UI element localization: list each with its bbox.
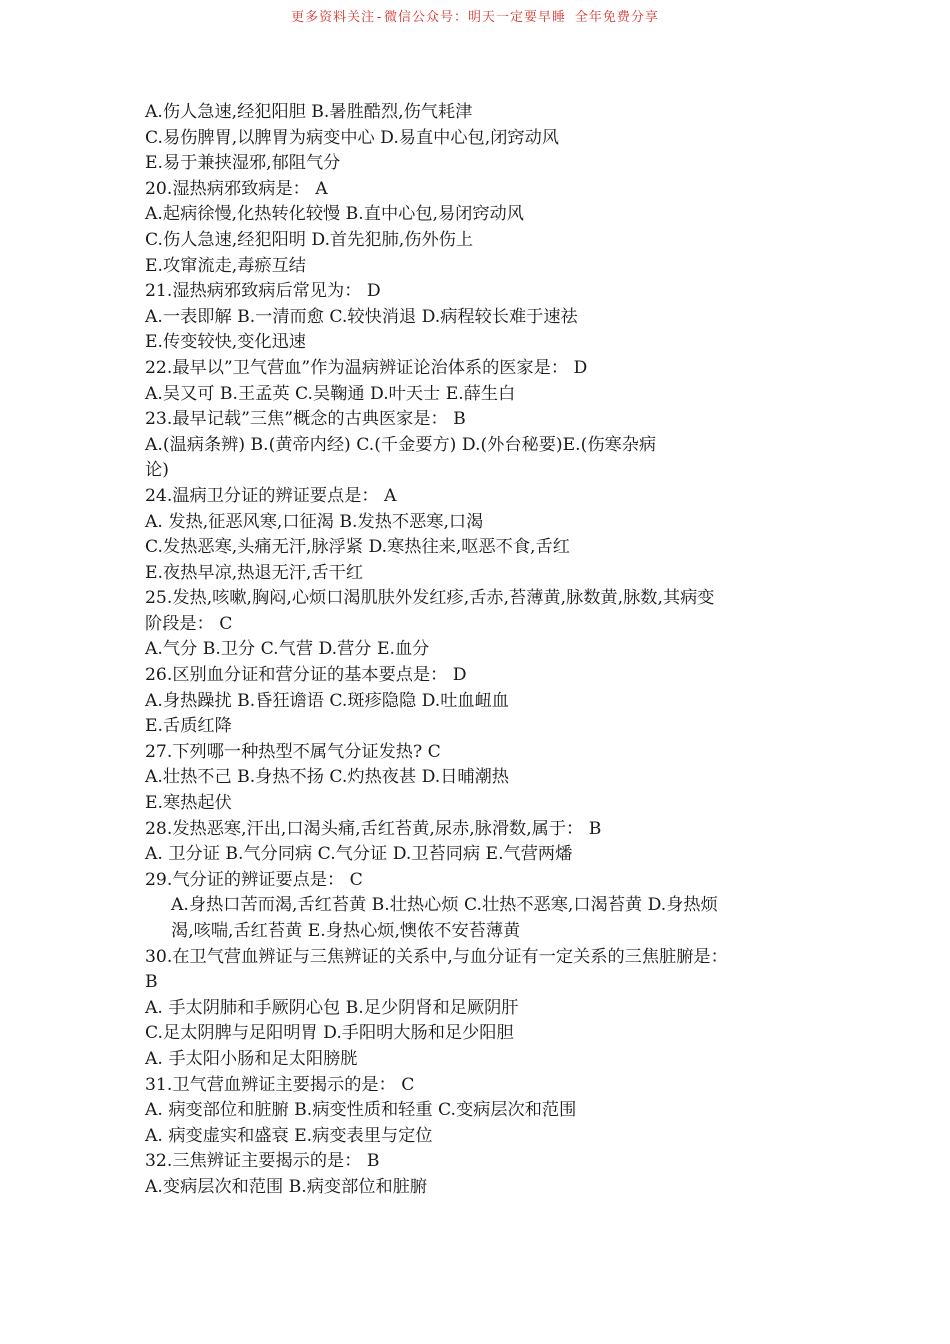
text-line: 30.在卫气营血辨证与三焦辨证的关系中,与血分证有一定关系的三焦脏腑是： xyxy=(145,946,728,967)
text-line: 31.卫气营血辨证主要揭示的是： C xyxy=(145,1074,415,1095)
text-line: B xyxy=(145,972,158,993)
text-line: 21.湿热病邪致病后常见为： D xyxy=(145,281,381,302)
text-line: 论) xyxy=(145,460,169,481)
text-line: C.易伤脾胃,以脾胃为病变中心 D.易直中心包,闭窍动风 xyxy=(145,127,559,148)
text-line: 阶段是： C xyxy=(145,613,233,634)
text-line: 24.温病卫分证的辨证要点是： A xyxy=(145,485,397,506)
text-line: E.舌质红降 xyxy=(145,716,232,737)
text-line: E.攻窜流走,毒瘀互结 xyxy=(145,255,306,276)
text-line: A.气分 B.卫分 C.气营 D.营分 E.血分 xyxy=(145,639,430,660)
text-line: C.伤人急速,经犯阳明 D.首先犯肺,伤外伤上 xyxy=(145,229,474,250)
text-line: 28.发热恶寒,汗出,口渴头痛,舌红苔黄,尿赤,脉滑数,属于： B xyxy=(145,818,602,839)
text-line: E.夜热早凉,热退无汗,舌干红 xyxy=(145,562,364,583)
document-body xyxy=(145,100,815,1201)
text-line: 26.区别血分证和营分证的基本要点是： D xyxy=(145,665,467,686)
text-line: C.发热恶寒,头痛无汗,脉浮紧 D.寒热往来,呕恶不食,舌红 xyxy=(145,537,570,558)
text-line: A.伤人急速,经犯阳胆 B.暑胜酷烈,伤气耗津 xyxy=(145,102,473,122)
text-line: A.身热躁扰 B.昏狂谵语 C.斑疹隐隐 D.吐血衄血 xyxy=(145,690,509,711)
text-line: A.一表即解 B.一清而愈 C.较快消退 D.病程较长难于速祛 xyxy=(145,306,578,327)
text-line: A.起病徐慢,化热转化较慢 B.直中心包,易闭窍动风 xyxy=(145,204,524,225)
text-line: A.吴又可 B.王孟英 C.吴鞠通 D.叶天士 E.薛生白 xyxy=(145,383,516,404)
text-line: 23.最早记载”三焦”概念的古典医家是： B xyxy=(145,409,466,430)
text-line: A. 手太阳小肠和足太阳膀胱 xyxy=(145,1048,358,1069)
text-line: 29.气分证的辨证要点是： C xyxy=(145,869,363,890)
text-line: 27.下列哪一种热型不属气分证发热? C xyxy=(145,741,441,762)
text-line: 20.湿热病邪致病是： A xyxy=(145,178,328,199)
text-line: A. 病变部位和脏腑 B.病变性质和轻重 C.变病层次和范围 xyxy=(145,1100,577,1121)
text-line: E.传变较快,变化迅速 xyxy=(145,332,306,353)
text-line: 32.三焦辨证主要揭示的是： B xyxy=(145,1151,380,1172)
text-line: A. 发热,征恶风寒,口征渴 B.发热不恶寒,口渴 xyxy=(145,511,484,532)
text-line: E.寒热起伏 xyxy=(145,793,232,814)
header-banner: 更多资料关注-微信公众号：明天一定要早睡 全年免费分享 xyxy=(291,10,659,25)
text-line: A. 卫分证 B.气分同病 C.气分证 D.卫苔同病 E.气营两燔 xyxy=(145,844,573,865)
text-line: A.壮热不己 B.身热不扬 C.灼热夜甚 D.日晡潮热 xyxy=(145,767,509,788)
text-line: 22.最早以”卫气营血”作为温病辨证论治体系的医家是： D xyxy=(145,357,588,378)
text-line: E.易于兼挟湿邪,郁阻气分 xyxy=(145,153,341,174)
text-line: A.身热口苦而渴,舌红苔黄 B.壮热心烦 C.壮热不恶寒,口渴苔黄 D.身热烦 xyxy=(171,895,718,916)
text-line: C.足太阴脾与足阳明胃 D.手阳明大肠和足少阳胆 xyxy=(145,1023,514,1044)
text-line: A. 病变虚实和盛衰 E.病变表里与定位 xyxy=(145,1125,433,1146)
text-line: 渴,咳喘,舌红苔黄 E.身热心烦,懊侬不安苔薄黄 xyxy=(171,921,521,941)
text-line: A.变病层次和范围 B.病变部位和脏腑 xyxy=(145,1176,428,1197)
text-line: A. 手太阴肺和手厥阴心包 B.足少阴肾和足厥阴肝 xyxy=(145,997,519,1018)
text-line: 25.发热,咳嗽,胸闷,心烦口渴肌肤外发红疹,舌赤,苔薄黄,脉数黄,脉数,其病变 xyxy=(145,588,715,609)
text-line: A.(温病条辨) B.(黄帝内经) C.(千金要方) D.(外台秘要)E.(伤寒杂病 xyxy=(145,434,657,455)
